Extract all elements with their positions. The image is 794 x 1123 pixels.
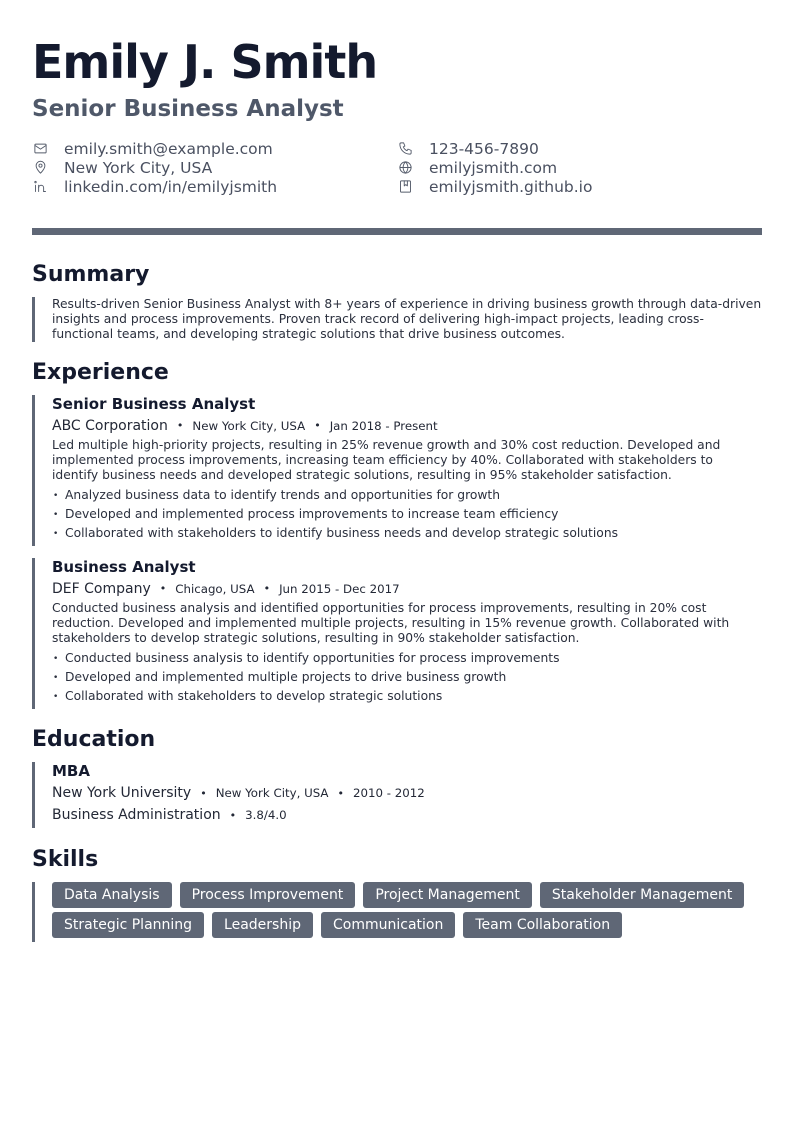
mail-icon [32, 141, 48, 157]
skills-section [32, 882, 762, 942]
job-entry [32, 395, 762, 546]
job-description: Conducted business analysis and identified opportunities for process improvements, resulting in 20% cost reduction. Developed and implemented multiple projects, resulting in 15% revenue growth. Collaborated with stakeholders to develop strategic solutions, resulting in 90% stakeholder satisfaction. [52, 601, 730, 645]
skills-heading: Skills [32, 847, 99, 872]
linkedin-icon [32, 179, 48, 195]
contact-linkedin[interactable] [32, 177, 277, 196]
edu-gpa: 3.8/4.0 [245, 808, 287, 822]
skill-tag: Leadership [212, 912, 313, 938]
book-icon [397, 179, 413, 195]
email-text: emily.smith@example.com [64, 139, 273, 158]
contact-location [32, 158, 212, 177]
job-location: Chicago, USA [175, 582, 255, 596]
job-bullet: • Analyzed business data to identify trends and opportunities for growth [52, 486, 762, 505]
contact-phone[interactable] [397, 139, 539, 158]
skill-tag: Process Improvement [180, 882, 356, 908]
education-entry [32, 762, 762, 828]
job-bullet: • Collaborated with stakeholders to develop strategic solutions [52, 687, 762, 706]
location-text: New York City, USA [64, 158, 213, 177]
contact-email[interactable] [32, 139, 273, 158]
edu-location: New York City, USA [215, 786, 329, 800]
job-entry [32, 558, 762, 709]
skill-tag: Project Management [363, 882, 532, 908]
edu-school: New York University [52, 785, 192, 801]
edu-meta [52, 784, 762, 803]
meta-separator: • [263, 582, 271, 595]
meta-separator: • [200, 787, 207, 800]
job-title: Senior Business Analyst [52, 395, 256, 413]
summary-text: Results-driven Senior Business Analyst with 8+ years of experience in driving business growth through data-driven insights and process improvements. Proven track record of delivering high-impact projects, leading cross-functional teams, and developing strategic solutions that drive business outcomes. [52, 297, 762, 341]
skill-tag: Data Analysis [52, 882, 172, 908]
skill-tag: Communication [321, 912, 455, 938]
github-text: emilyjsmith.github.io [429, 177, 593, 196]
edu-dates: 2010 - 2012 [353, 786, 425, 800]
candidate-title: Senior Business Analyst [32, 96, 344, 122]
job-location: New York City, USA [192, 419, 306, 433]
meta-separator: • [176, 419, 184, 432]
phone-text: 123-456-7890 [429, 139, 539, 158]
contact-website[interactable] [397, 158, 557, 177]
job-dates: Jan 2018 - Present [329, 419, 438, 433]
job-company: ABC Corporation [52, 418, 168, 434]
header-divider [32, 228, 762, 235]
skill-tag: Stakeholder Management [540, 882, 744, 908]
job-meta [52, 580, 762, 598]
job-meta [52, 417, 762, 435]
meta-separator: • [159, 582, 167, 595]
job-bullet: • Collaborated with stakeholders to identify business needs and develop strategic solutions [52, 524, 762, 543]
job-bullets [52, 649, 762, 706]
meta-separator: • [337, 787, 344, 800]
education-heading: Education [32, 727, 156, 752]
meta-separator: • [229, 809, 237, 822]
job-bullet: • Conducted business analysis to identify opportunities for process improvements [52, 649, 762, 668]
job-title: Business Analyst [52, 558, 196, 576]
job-bullet: • Developed and implemented process improvements to increase team efficiency [52, 505, 762, 524]
job-bullet: • Developed and implemented multiple projects to drive business growth [52, 668, 762, 687]
experience-heading: Experience [32, 360, 169, 385]
candidate-name: Emily J. Smith [32, 35, 378, 89]
summary-section [32, 297, 762, 342]
job-company: DEF Company [52, 581, 151, 597]
phone-icon [397, 141, 413, 157]
job-bullets [52, 486, 762, 543]
contact-github[interactable] [397, 177, 592, 196]
skill-tag: Team Collaboration [463, 912, 622, 938]
edu-field-line [52, 806, 762, 825]
meta-separator: • [314, 419, 321, 432]
skill-tag: Strategic Planning [52, 912, 204, 938]
website-text: emilyjsmith.com [429, 158, 558, 177]
job-dates: Jun 2015 - Dec 2017 [279, 582, 400, 596]
edu-degree: MBA [52, 762, 90, 780]
linkedin-text: linkedin.com/in/emilyjsmith [64, 177, 278, 196]
globe-icon [397, 160, 413, 176]
edu-field: Business Administration [52, 807, 221, 823]
summary-heading: Summary [32, 262, 150, 287]
job-description: Led multiple high-priority projects, resulting in 25% revenue growth and 30% cost reduction. Developed and implemented process improvements, increasing team efficiency by 40%. Collaborated with stakeholders to identify business needs and developed strategic solutions, resulting in 95% stakeholder satisfaction. [52, 438, 721, 482]
map-pin-icon [32, 160, 48, 176]
skills-list [52, 882, 762, 938]
